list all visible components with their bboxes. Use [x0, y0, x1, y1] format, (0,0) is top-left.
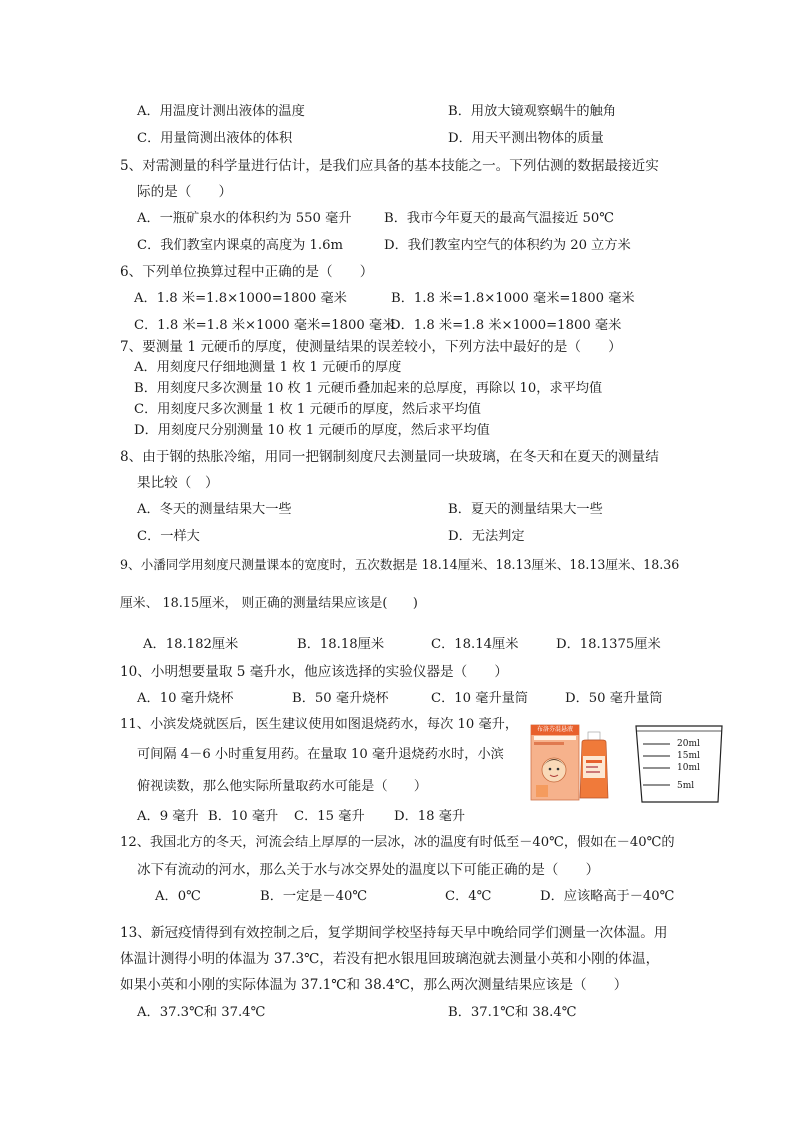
q8-option-c: C．一样大 — [137, 529, 200, 544]
q5-stem-cont: 际的是（ ） — [137, 184, 233, 200]
q8-option-d: D．无法判定 — [448, 529, 525, 544]
q5-option-d: D．我们教室内空气的体积约为 20 立方米 — [384, 238, 631, 253]
q11-option-a: A．9 毫升 — [137, 809, 199, 824]
q13-stem-cont-2: 如果小英和小刚的实际体温为 37.1℃和 38.4℃，那么两次测量结果应该是（ ） — [120, 977, 628, 993]
q12-stem-cont: 冰下有流动的河水，那么关于水与冰交界处的温度以下可能正确的是（ ） — [137, 862, 600, 878]
q4-option-b: B．用放大镜观察蜗牛的触角 — [448, 104, 616, 119]
q11-stem-cont-1: 可间隔 4－6 小时重复用药。在量取 10 毫升退烧药水时，小滨 — [137, 747, 504, 762]
q5-option-b: B．我市今年夏天的最高气温接近 50℃ — [384, 211, 615, 226]
q4-option-d: D．用天平测出物体的质量 — [448, 131, 604, 146]
cup-mark-5: 5ml — [677, 781, 695, 791]
cup-mark-15: 15ml — [677, 751, 700, 761]
q11-stem-cont-2: 俯视读数，那么他实际所量取药水可能是（ ） — [137, 779, 428, 794]
q6-option-d: D．1.8 米=1.8 米×1000=1800 毫米 — [390, 318, 622, 333]
q8-option-b: B．夏天的测量结果大一些 — [448, 502, 603, 517]
q5-stem: 5、对需测量的科学量进行估计，是我们应具备的基本技能之一。下列估测的数据最接近实 — [120, 158, 659, 174]
q12-stem: 12、我国北方的冬天，河流会结上厚厚的一层冰，冰的温度有时低至－40℃，假如在－40℃的 — [120, 835, 675, 850]
q7-stem: 7、要测量 1 元硬币的厚度，使测量结果的误差较小，下列方法中最好的是（ ） — [120, 339, 622, 355]
q4-option-c: C．用量筒测出液体的体积 — [137, 131, 293, 146]
q13-stem: 13、新冠疫情得到有效控制之后，复学期间学校坚持每天早中晚给同学们测量一次体温。用 — [120, 925, 668, 941]
q9-option-b: B．18.18厘米 — [297, 637, 385, 652]
q12-option-b: B．一定是－40℃ — [260, 889, 368, 904]
q7-option-a: A．用刻度尺仔细地测量 1 枚 1 元硬币的厚度 — [134, 360, 402, 375]
q9-stem-cont: 厘米、 18.15厘米， 则正确的测量结果应该是( ) — [120, 596, 418, 611]
q9-option-a: A．18.182厘米 — [143, 637, 239, 652]
cup-mark-20: 20ml — [677, 739, 700, 749]
q10-stem: 10、小明想要量取 5 毫升水，他应该选择的实验仪器是（ ） — [120, 664, 509, 680]
q12-option-c: C．4℃ — [445, 889, 492, 904]
q10-option-b: B．50 毫升烧杯 — [292, 691, 389, 706]
q6-option-b: B．1.8 米=1.8×1000 毫米=1800 毫米 — [391, 291, 635, 306]
medicine-box-figure — [530, 722, 612, 802]
q13-option-a: A．37.3℃和 37.4℃ — [137, 1005, 266, 1020]
q11-option-c: C．15 毫升 — [294, 809, 365, 824]
measuring-cup-figure — [633, 722, 725, 804]
q12-option-d: D．应该略高于－40℃ — [540, 889, 675, 904]
q7-option-c: C．用刻度尺多次测量 1 枚 1 元硬币的厚度，然后求平均值 — [134, 402, 481, 417]
q9-option-c: C．18.14厘米 — [431, 637, 519, 652]
q6-option-c: C．1.8 米=1.8 米×1000 毫米=1800 毫米 — [134, 318, 396, 333]
q7-option-b: B．用刻度尺多次测量 10 枚 1 元硬币叠加起来的总厚度，再除以 10，求平均值 — [134, 381, 603, 396]
q6-stem: 6、下列单位换算过程中正确的是（ ） — [120, 264, 374, 280]
q8-stem: 8、由于钢的热胀冷缩，用同一把钢制刻度尺去测量同一块玻璃，在冬天和在夏天的测量结 — [120, 449, 659, 465]
q13-stem-cont-1: 体温计测得小明的体温为 37.3℃，若没有把水银甩回玻璃泡就去测量小英和小刚的体温， — [120, 951, 660, 967]
medicine-label: 布洛芬混悬液 — [536, 726, 573, 733]
q11-option-b: B．10 毫升 — [208, 809, 279, 824]
q10-option-a: A．10 毫升烧杯 — [137, 691, 234, 706]
q7-option-d: D．用刻度尺分别测量 10 枚 1 元硬币的厚度，然后求平均值 — [134, 423, 490, 438]
q5-option-a: A．一瓶矿泉水的体积约为 550 毫升 — [137, 211, 352, 226]
q10-option-c: C．10 毫升量筒 — [431, 691, 528, 706]
cup-mark-10: 10ml — [677, 763, 700, 773]
q11-option-d: D．18 毫升 — [394, 809, 466, 824]
q5-option-c: C．我们教室内课桌的高度为 1.6m — [137, 238, 344, 253]
q10-option-d: D．50 毫升量筒 — [565, 691, 663, 706]
q9-option-d: D．18.1375厘米 — [556, 637, 661, 652]
q8-option-a: A．冬天的测量结果大一些 — [137, 502, 292, 517]
q8-stem-cont: 果比较（ ） — [137, 475, 219, 491]
q6-option-a: A．1.8 米=1.8×1000=1800 毫米 — [134, 291, 347, 306]
q11-stem: 11、小滨发烧就医后，医生建议使用如图退烧药水，每次 10 毫升， — [120, 717, 519, 732]
q12-option-a: A．0℃ — [155, 889, 201, 904]
q13-option-b: B．37.1℃和 38.4℃ — [448, 1005, 577, 1020]
q9-stem: 9、小潘同学用刻度尺测量课本的宽度时，五次数据是 18.14厘米、18.13厘米、18.13厘米、18.36 — [120, 557, 680, 572]
q4-option-a: A．用温度计测出液体的温度 — [137, 104, 305, 119]
